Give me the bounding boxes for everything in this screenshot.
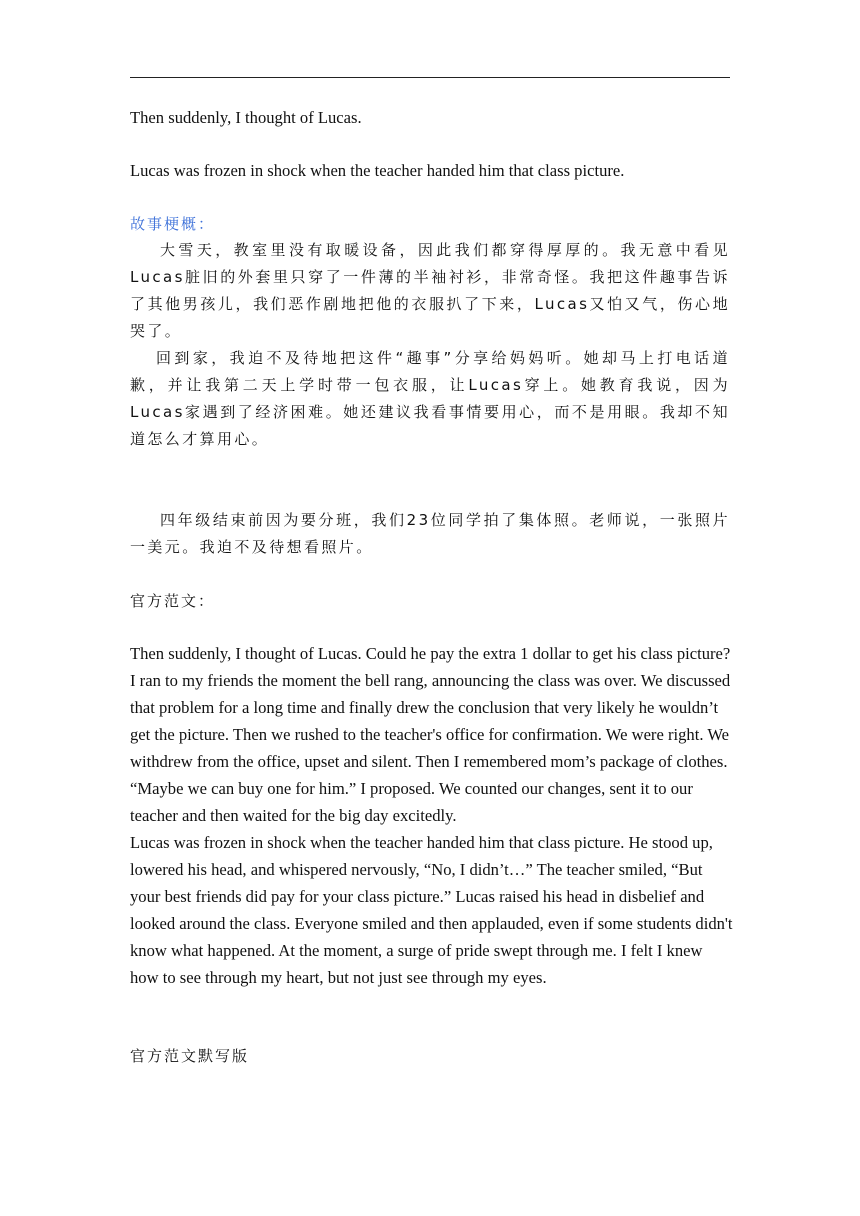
dictation-heading: 官方范文默写版: [130, 1047, 250, 1065]
model-essay-heading: 官方范文：: [130, 592, 216, 610]
summary-paragraph-3: 四年级结束前因为要分班，我们23位同学拍了集体照。老师说，一张照片一美元。我迫不及待想看照片。: [130, 511, 730, 556]
summary-paragraph-1: 大雪天，教室里没有取暖设备，因此我们都穿得厚厚的。我无意中看见Lucas脏旧的外套里只穿了一件薄的半袖衬衫，非常奇怪。我把这件趣事告诉了其他男孩儿，我们恶作剧地把他的衣服扒了下来，Lucas又怕又气，伤心地哭了。: [130, 241, 730, 340]
summary-paragraph-2: 回到家，我迫不及待地把这件“趣事”分享给妈妈听。她却马上打电话道歉，并让我第二天上学时带一包衣服，让Lucas穿上。她教育我说，因为Lucas家遇到了经济困难。她还建议我看事情要用心，而不是用眼。我却不知道怎么才算用心。: [130, 349, 730, 448]
model-essay-paragraph-1: Then suddenly, I thought of Lucas. Could he pay the extra 1 dollar to get his class picture? I ran to my friends the moment the bell rang, announcing the class was over. We discussed that problem for a long time and finally drew the conclusion that very likely he wouldn’t get the picture. Then we rushed to the teacher's office for confirmation. We were right. We withdrew from the office, upset and silent. Then I remembered mom’s package of clothes. “Maybe we can buy one for him.” I proposed. We counted our changes, sent it to our teacher and then waited for the big day excitedly.: [130, 644, 731, 825]
header-rule: [130, 77, 730, 78]
model-essay-paragraph-2: Lucas was frozen in shock when the teacher handed him that class picture. He stood up, lowered his head, and whispered nervously, “No, I didn’t…” The teacher smiled, “But your best friends did pay for your class picture.” Lucas raised his head in disbelief and looked around the class. Everyone smiled and then applauded, even if some students didn't know what happened. At the moment, a surge of pride swept through me. I felt I knew how to see through my heart, but not just see through my eyes.: [130, 833, 733, 987]
model-essay-body: [130, 640, 735, 991]
prompt-line-1: Then suddenly, I thought of Lucas.: [130, 108, 362, 127]
summary-heading: 故事梗概：: [130, 215, 216, 233]
prompt-line-2: Lucas was frozen in shock when the teacher handed him that class picture.: [130, 161, 625, 180]
